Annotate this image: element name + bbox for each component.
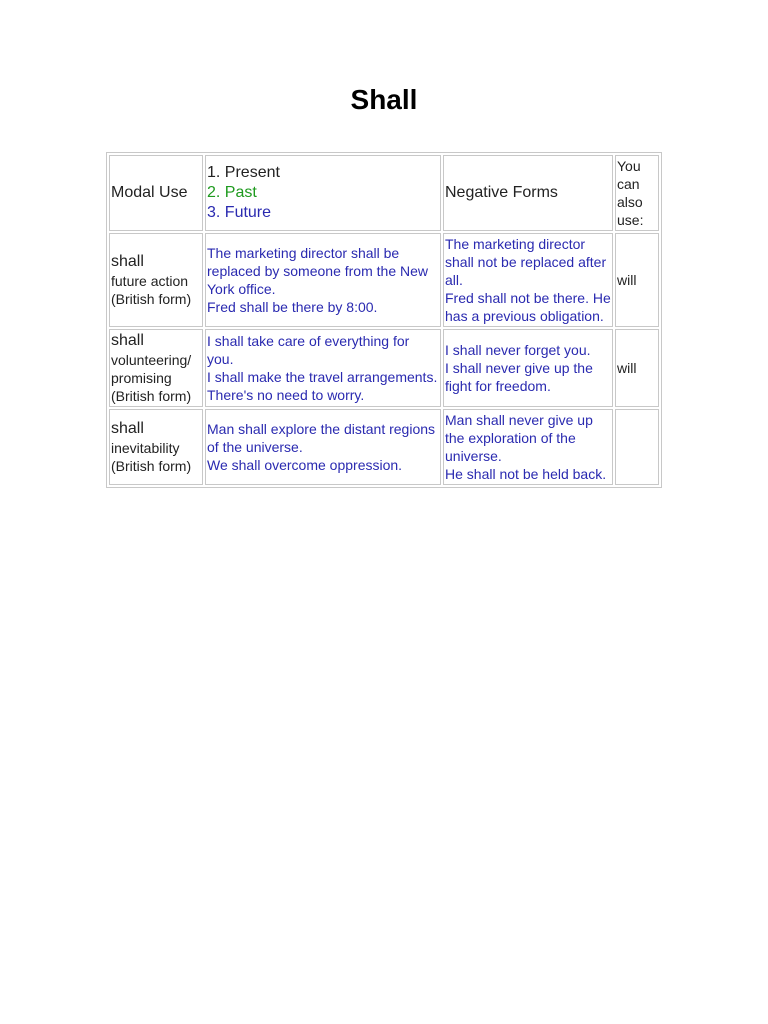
alternative-cell [615,233,659,327]
use-line: volunteering/ [111,352,192,368]
modal-use-cell [109,409,203,485]
negative-sentence: I shall never give up the fight for freedom. [445,360,593,394]
modal-word: shall [111,420,144,437]
use-line: inevitability [111,440,180,456]
header-negative-forms-label: Negative Forms [445,184,558,201]
use-line: (British form) [111,458,192,474]
examples-cell [205,233,441,327]
alternative-cell [615,329,659,407]
modal-use-cell [109,233,203,327]
modal-table [106,152,662,488]
example-sentence: Fred shall be there by 8:00. [207,299,378,315]
alternative-word: will [617,360,637,376]
use-line: (British form) [111,291,192,307]
header-tense-future: 3. Future [207,204,272,221]
use-line: promising [111,370,172,386]
header-modal-use-label: Modal Use [111,184,188,201]
negative-sentence: Fred shall not be there. He has a previous obligation. [445,290,611,324]
table-row [109,409,659,485]
header-also-use [615,155,659,231]
header-tense-present: 1. Present [207,164,280,181]
negatives-cell [443,233,613,327]
negative-sentence: He shall not be held back. [445,466,607,482]
header-tense-past: 2. Past [207,184,257,201]
table-header-row [109,155,659,231]
example-sentence: I shall make the travel arrangements. There's no need to worry. [207,369,438,403]
negatives-cell [443,409,613,485]
header-negative-forms [443,155,613,231]
modal-use-cell [109,329,203,407]
negative-sentence: Man shall never give up the exploration of the universe. [445,412,593,464]
modal-word: shall [111,332,144,349]
header-tenses [205,155,441,231]
header-also-use-label: You can also use: [617,158,644,228]
example-sentence: Man shall explore the distant regions of the universe. [207,421,436,455]
examples-cell [205,329,441,407]
header-modal-use [109,155,203,231]
page-title: Shall [350,84,418,115]
example-sentence: We shall overcome oppression. [207,457,403,473]
table-row [109,233,659,327]
use-line: (British form) [111,388,192,404]
alternative-word: will [617,272,637,288]
alternative-cell [615,409,659,485]
negatives-cell [443,329,613,407]
example-sentence: I shall take care of everything for you. [207,333,410,367]
negative-sentence: I shall never forget you. [445,342,591,358]
modal-word: shall [111,253,144,270]
examples-cell [205,409,441,485]
use-line: future action [111,273,189,289]
table-row [109,329,659,407]
negative-sentence: The marketing director shall not be replaced after all. [445,236,607,288]
example-sentence: The marketing director shall be replaced by someone from the New York office. [207,245,428,297]
